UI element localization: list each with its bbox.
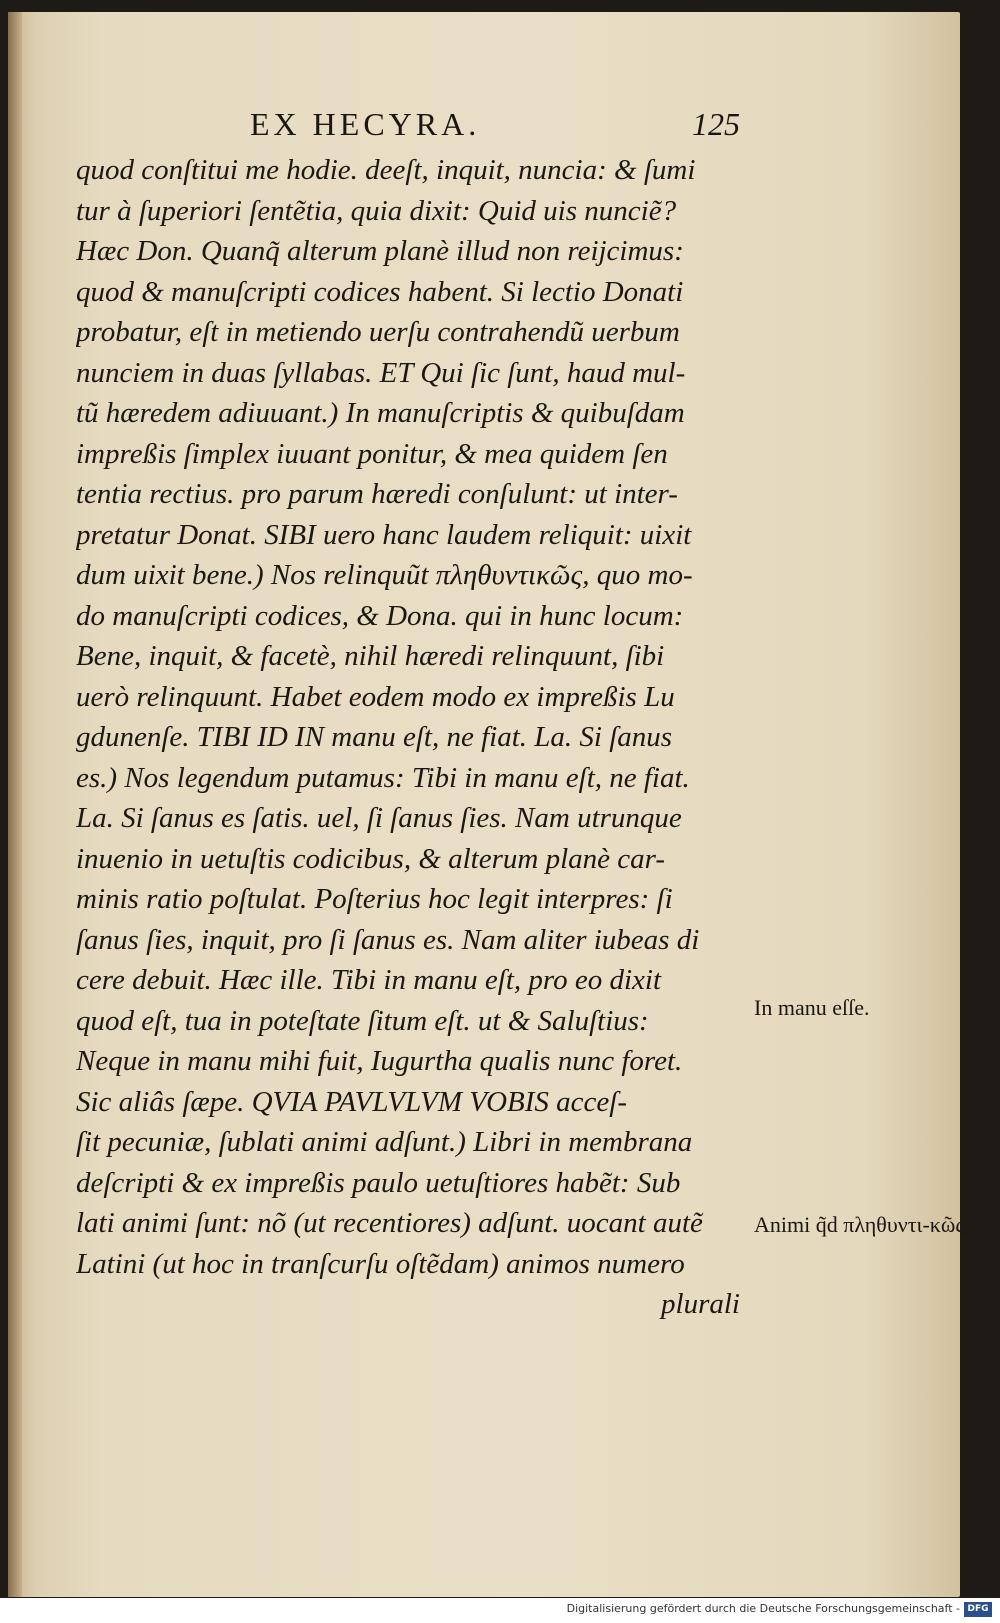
text-line: Bene, inquit, & facetè, nihil hæredi relinquunt, ſibi [76,640,665,672]
text-line: tũ hæredem adiuuant.) In manuſcriptis & quibuſdam [76,397,685,429]
text-line: Neque in manu mihi fuit, Iugurtha qualis nunc foret. [76,1045,683,1077]
text-line: probatur, eſt in metiendo uerſu contrahendũ uerbum [76,316,680,348]
text-line: dum uixit bene.) Nos relinquũt πληθυντικῶς, quo mo- [76,559,693,591]
text-line: quod conſtitui me hodie. deeſt, inquit, nuncia: & ſumi [76,154,696,186]
text-line: gdunenſe. TIBI ID IN manu eſt, ne fiat. La. Si ſanus [76,721,673,753]
dfg-logo: DFG [964,1602,992,1617]
text-line-catchword: plurali [661,1288,740,1320]
text-line: quod & manuſcripti codices habent. Si lectio Donati [76,275,684,308]
text-line: Sic aliâs ſæpe. QVIA PAVLVLVM VOBIS acceſ- [76,1085,627,1118]
text-line: ſanus ſies, inquit, pro ſi ſanus es. Nam aliter iubeas di [76,923,700,956]
text-line: quod eſt, tua in poteſtate ſitum eſt. ut & Saluſtius: [76,1004,649,1037]
text-line: impreßis ſimplex iuuant ponitur, & mea quidem ſen [76,437,668,470]
text-line: deſcripti & ex impreßis paulo uetuſtiores habẽt: Sub [76,1166,681,1199]
text-line: nunciem in duas ſyllabas. ET Qui ſic ſunt, haud mul- [76,356,686,389]
digitization-footer [0,1598,1000,1623]
main-text-block [76,150,740,1325]
text-line: pretatur Donat. SIBI uero hanc laudem reliquit: uixit [76,518,692,551]
text-line: uerò relinquunt. Habet eodem modo ex impreßis Lu [76,680,675,713]
text-line: es.) Nos legendum putamus: Tibi in manu eſt, ne fiat. [76,761,690,794]
text-line: lati animi ſunt: nõ (ut recentiores) adſunt. uocant autẽ [76,1207,703,1239]
margin-note: Animi q̃d πληθυντι-κῶς [754,1212,965,1237]
running-head [250,106,740,146]
text-line: Hæc Don. Quanq̃ alterum planè illud non reijcimus: [76,235,684,267]
text-line: Latini (ut hoc in tranſcurſu oſtẽdam) animos numero [76,1247,685,1280]
footer-credit: Digitalisierung gefördert durch die Deutsche Forschungsgemeinschaft - [566,1602,960,1615]
running-head-title: EX HECYRA. [250,106,481,142]
margin-note: In manu eſſe. [754,995,870,1020]
text-line: tur à ſuperiori ſentẽtia, quia dixit: Quid uis nunciẽ? [76,194,677,227]
text-line: cere debuit. Hæc ille. Tibi in manu eſt, pro eo dixit [76,964,662,996]
text-line: inuenio in uetuſtis codicibus, & alterum planè car- [76,842,666,875]
page-number: 125 [692,106,740,142]
text-line: do manuſcripti codices, & Dona. qui in hunc locum: [76,599,684,632]
text-line: La. Si ſanus es ſatis. uel, ſi ſanus ſies. Nam utrunque [76,802,682,834]
page-binding-edge [8,12,22,1597]
text-line: minis ratio poſtulat. Poſterius hoc legit interpres: ſi [76,883,673,915]
text-line: ſit pecuniæ, ſublati animi adſunt.) Libri in membrana [76,1126,693,1158]
text-line: tentia rectius. pro parum hæredi conſulunt: ut inter- [76,478,678,510]
